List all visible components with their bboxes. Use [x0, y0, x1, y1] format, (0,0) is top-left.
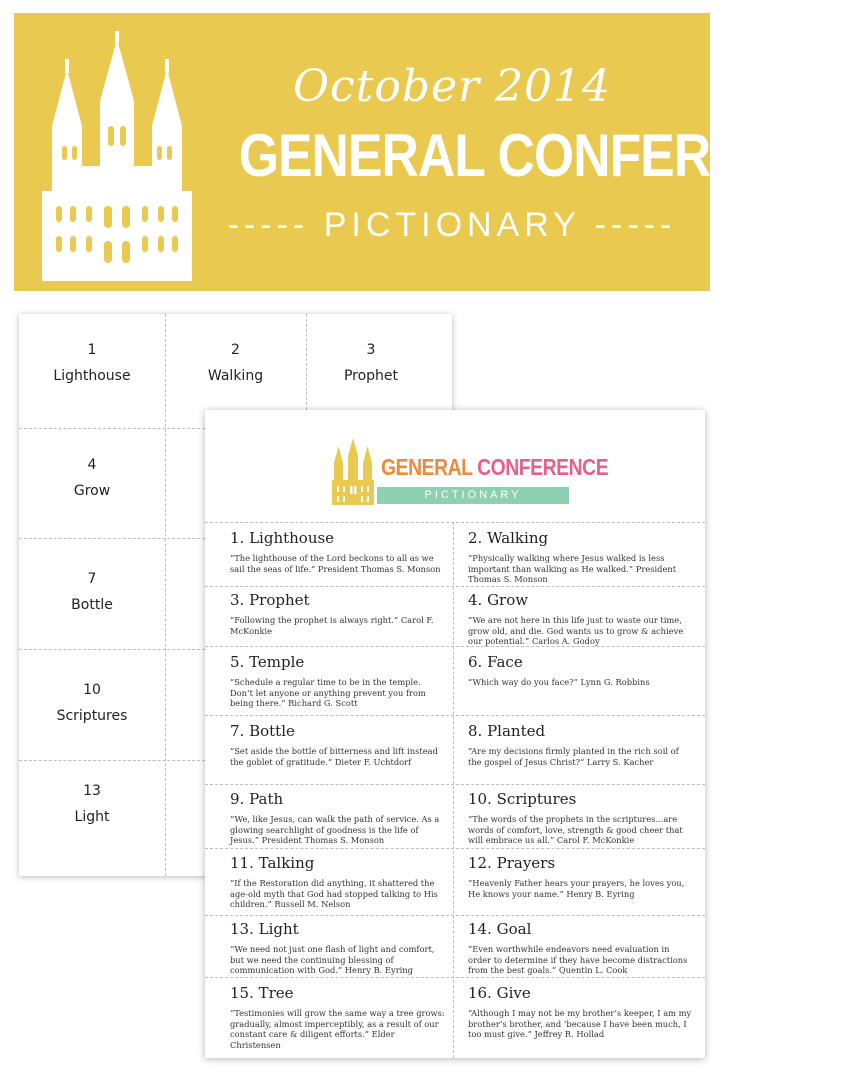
pictionary-card: 13. Light “We need not just one flash of light and comfort, but we need the continuing blessing of communication with God.” Henry B. Eyring: [230, 920, 435, 976]
pictionary-card: 7. Bottle “Set aside the bottle of bitterness and lift instead the goblet of gratitude.” Dieter F. Uchtdorf: [230, 722, 438, 767]
back-cell: 3 Prophet: [343, 342, 399, 384]
temple-icon: [42, 31, 192, 281]
logo-title: GENERAL CONFERENCE: [381, 454, 609, 480]
pictionary-card: 16. Give “Although I may not be my brother’s keeper, I am my brother’s brother, and ‘because I have been much, I too must give.” Jeffrey R. Hollad: [468, 984, 692, 1040]
cut-line: [19, 538, 205, 539]
cut-line: [205, 848, 705, 849]
pictionary-card: 11. Talking “If the Restoration did anything, it shattered the age-old myth that God had stopped talking to His children.” Russell M. Nelson: [230, 854, 438, 910]
cut-line: [205, 977, 705, 978]
logo-subtitle: PICTIONARY: [377, 487, 569, 504]
pictionary-card: 8. Planted “Are my decisions firmly planted in the rich soil of the gospel of Jesus Christ?” Larry S. Kacher: [468, 722, 679, 767]
pictionary-card: 15. Tree “Testimonies will grow the same way a tree grows: gradually, almost imperceptibly, as a result of our constant care & diligent efforts.” Elder Christensen: [230, 984, 445, 1050]
pictionary-card: 12. Prayers “Heavenly Father hears your prayers, he loves you, He knows your name.” Henry B. Eyring: [468, 854, 685, 899]
cut-line: [19, 428, 205, 429]
banner-title: GENERAL CONFERENCE: [238, 122, 850, 189]
cut-line: [205, 586, 705, 587]
pictionary-card: 9. Path “We, like Jesus, can walk the path of service. As a glowing searchlight of goodness is the life of Jesus.” President Thomas S. Monson: [230, 790, 440, 846]
banner-date: October 2014: [292, 61, 612, 112]
cut-line: [19, 649, 205, 650]
cut-line: [165, 314, 166, 876]
back-cell: 2 Walking: [207, 342, 264, 384]
pictionary-card: 10. Scriptures “The words of the prophets in the scriptures...are words of comfort, love, strength & good cheer that will embrace us all.” Carol F. McKonkie: [468, 790, 683, 846]
pictionary-card: 14. Goal “Even worthwhile endeavors need evaluation in order to determine if they have become distractions from the best goals.” Quentin L. Cook: [468, 920, 688, 976]
cut-line: [205, 522, 705, 523]
header-banner: [14, 13, 850, 291]
pictionary-card: 3. Prophet “Following the prophet is always right.” Carol F. McKonkie: [230, 591, 434, 636]
cut-line: [205, 915, 705, 916]
back-cell: 7 Bottle: [71, 571, 113, 613]
pictionary-card: 5. Temple “Schedule a regular time to be in the temple. Don’t let anyone or anything prevent you from being there.” Richard G. Scott: [230, 653, 426, 709]
pictionary-card: 2. Walking “Physically walking where Jesus walked is less important than walking as He walked.” President Thomas S. Monson: [468, 529, 677, 585]
pictionary-card: 1. Lighthouse “The lighthouse of the Lord beckons to all as we sail the seas of life.” President Thomas S. Monson: [230, 529, 441, 574]
front-sheet: [205, 410, 705, 1058]
pictionary-card: 4. Grow “We are not here in this life just to waste our time, grow old, and die. God wants us to grow & achieve our potential.” Carlos A. Godoy: [468, 591, 684, 647]
back-cell: 4 Grow: [73, 457, 111, 499]
cut-line: [19, 760, 205, 761]
cut-line: [205, 715, 705, 716]
back-cell: 13 Light: [74, 783, 110, 825]
back-cell: 10 Scriptures: [56, 682, 128, 724]
banner-subtitle: ----- PICTIONARY -----: [227, 206, 677, 244]
temple-icon: [332, 438, 374, 505]
pictionary-card: 6. Face “Which way do you face?” Lynn G. Robbins: [468, 653, 650, 687]
cut-line: [205, 784, 705, 785]
back-cell: 1 Lighthouse: [53, 342, 131, 384]
